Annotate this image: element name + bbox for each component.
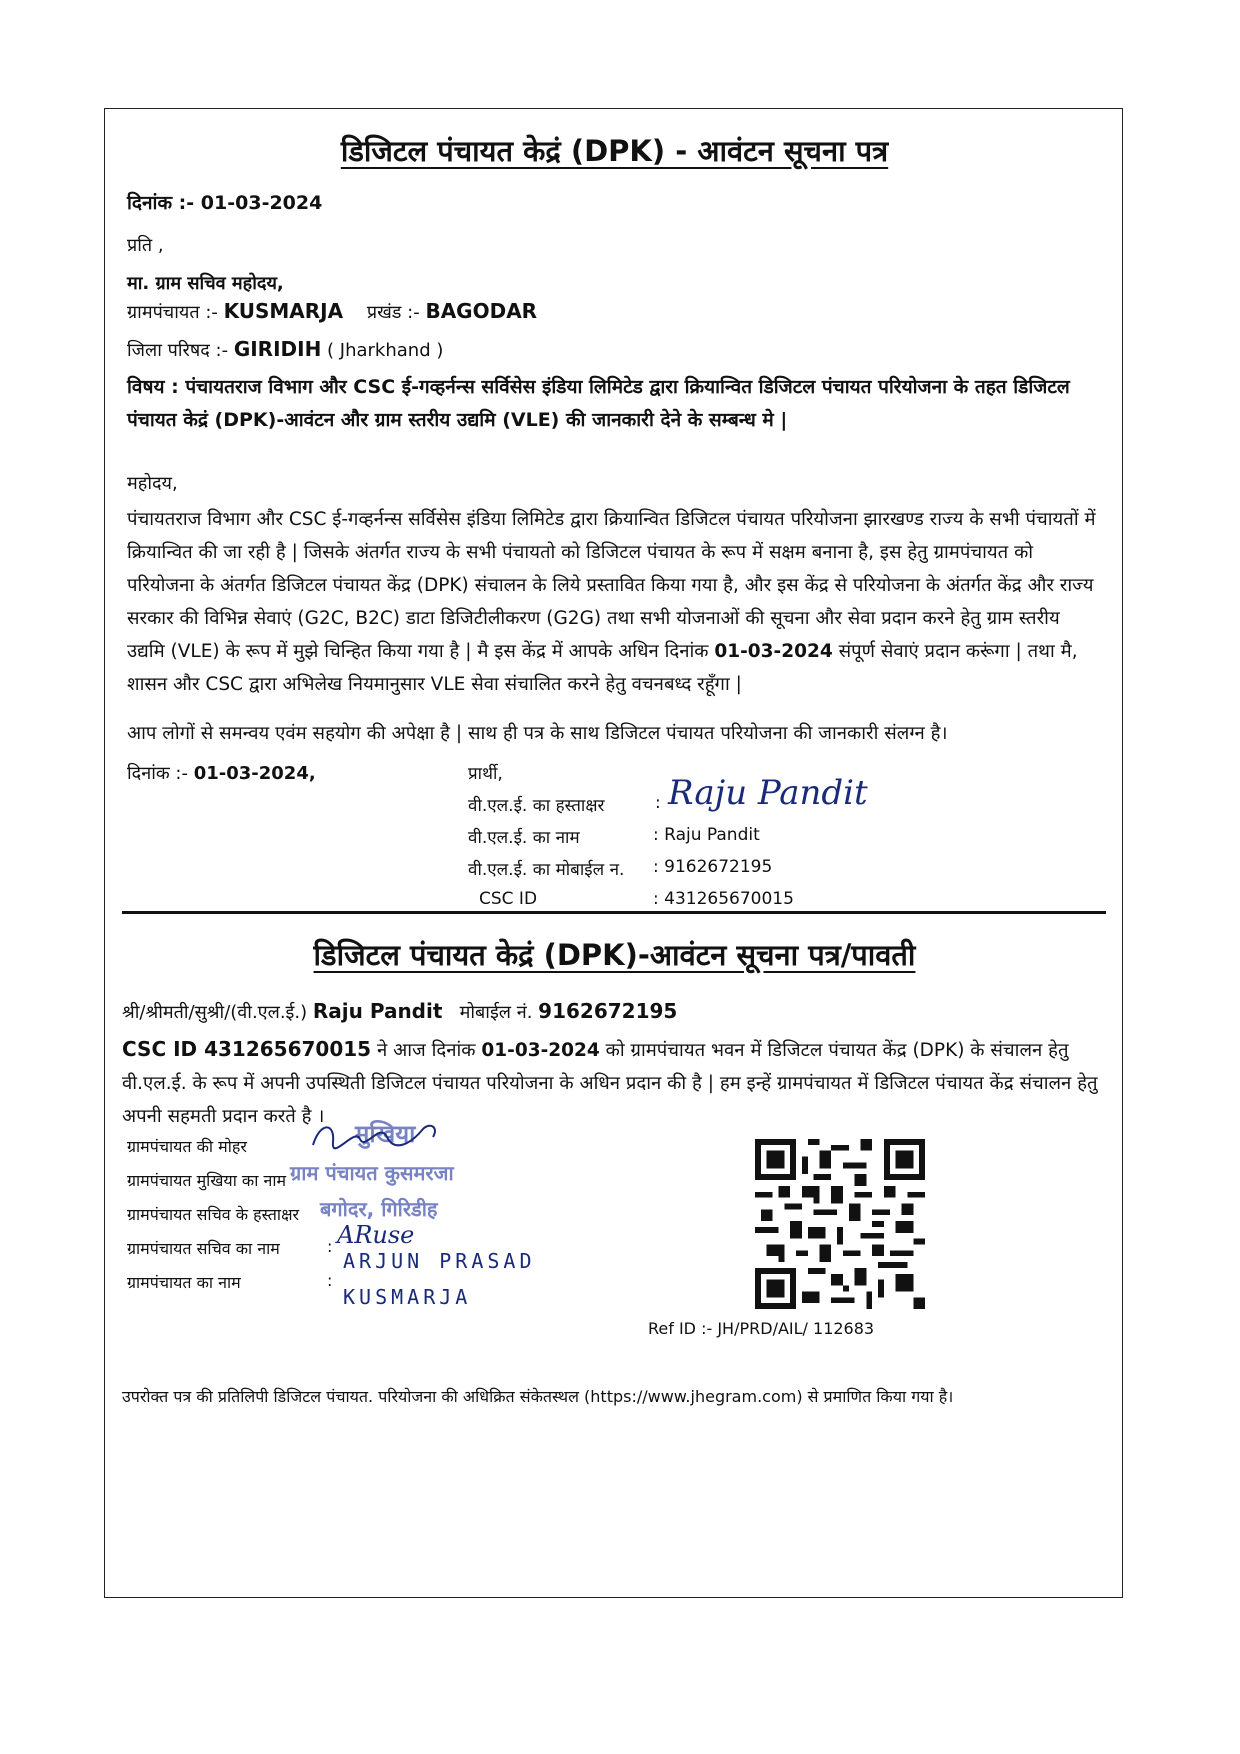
receipt-vle-line: श्री/श्रीमती/सुश्री/(वी.एल.ई.) Raju Pandit मोबाईल नं. 9162672195	[122, 999, 678, 1023]
stamp-line-panchayat: ग्राम पंचायत कुसमरजा	[290, 1161, 454, 1185]
stamp-line-location: बगोदर, गिरिडीह	[320, 1197, 438, 1221]
secretary-name-label: ग्रामपंचायत सचिव का नाम	[127, 1239, 280, 1258]
district-value: GIRIDIH	[233, 337, 322, 361]
vle-signature: Raju Pandit	[668, 773, 868, 813]
receipt-body: CSC ID 431265670015 ने आज दिनांक 01-03-2024 को ग्रामपंचायत भवन में डिजिटल पंचायत केंद्र (DPK) के संचालन हेतु वी.एल.ई. के रूप में अपनी उपस्थिती डिजिटल पंचायत परियोजना के अधिन प्रदान की है | हम इन्हें ग्रामपंचायत में डिजिटल पंचायत केंद्र संचालन हेतु अपनी सहमती प्रदान करते है ।	[122, 1037, 1098, 1127]
notice-title: डिजिटल पंचायत केद्रं (DPK) - आवंटन सूचना पत्र	[340, 134, 889, 168]
vle-signature-colon: :	[655, 793, 661, 813]
vle-mobile-label: वी.एल.ई. का मोबाईल न.	[468, 860, 625, 880]
verification-footer: उपरोक्त पत्र की प्रतिलिपी डिजिटल पंचायत. परियोजना की अधिक्रित संकेतस्थल (https://www.jhegram.com) से प्रमाणित किया गया है।	[122, 1387, 954, 1406]
secretary-name: ARJUN PRASAD	[343, 1249, 536, 1273]
body-date: 01-03-2024	[714, 641, 833, 662]
panchayat-name-label: ग्रामपंचायत का नाम	[127, 1273, 241, 1292]
panchayat-name-colon: :	[327, 1271, 333, 1290]
footer-date: दिनांक :- 01-03-2024,	[127, 763, 316, 784]
csc-id-label: CSC ID	[479, 889, 538, 909]
notice-body-closing: आप लोगों से समन्वय एवंम सहयोग की अपेक्षा है | साथ ही पत्र के साथ डिजिटल पंचायत परियोजना की जानकारी संलग्न है।	[127, 723, 948, 744]
head-name-label: ग्रामपंचायत मुखिया का नाम	[127, 1171, 287, 1190]
secretary-name-colon: :	[327, 1237, 333, 1256]
vle-name-value: : Raju Pandit	[653, 825, 760, 845]
panchayat-value: KUSMARJA	[223, 299, 344, 323]
block-value: BAGODAR	[425, 299, 538, 323]
vle-signature-label: वी.एल.ई. का हस्ताक्षर	[468, 796, 605, 816]
head-signature-scribble	[305, 1117, 445, 1157]
salutation: महोदय,	[127, 473, 178, 494]
secretary-signature: ARuse	[337, 1221, 415, 1249]
section-divider	[122, 911, 1106, 914]
applicant-label: प्रार्थी,	[468, 764, 503, 784]
district-line: जिला परिषद :- GIRIDIH ( Jharkhand )	[127, 337, 444, 361]
qr-code-icon	[755, 1139, 925, 1309]
panchayat-line: ग्रामपंचायत :- KUSMARJA प्रखंड :- BAGODAR	[127, 299, 538, 323]
notice-body: पंचायतराज विभाग और CSC ई-गव्हर्नन्स सर्विसेस इंडिया लिमिटेड द्वारा क्रियान्वित डिजिटल पंचायत परियोजना झारखण्ड राज्य के सभी पंचायतों में क्रियान्वित की जा रही है | जिसके अंतर्गत राज्य के सभी पंचायतो को डिजिटल पंचायत के रूप में सक्षम बनाना है, इस हेतु ग्रामपंचायत को परियोजना के अंतर्गत डिजिटल पंचायत केंद्र (DPK) संचालन के लिये प्रस्तावित किया गया है, और इस केंद्र से परियोजना के अंतर्गत केंद्र और राज्य सरकार की विभिन्न सेवाएं (G2C, B2C) डाटा डिजिटीलीकरण (G2G) तथा सभी योजनाओं की सूचना और सेवा प्रदान करने हेतु ग्राम स्तरीय उद्यमि (VLE) के रूप में मुझे चिन्हित किया गया है | मै इस केंद्र में आपके अधिन दिनांक 01-03-2024 संपूर्ण सेवाएं प्रदान करूंगा | तथा मै, शासन और CSC द्वारा अभिलेख नियमानुसार VLE सेवा संचालित करने हेतु वचनबध्द रहूँगा |	[127, 509, 1096, 695]
reference-id: Ref ID :- JH/PRD/AIL/ 112683	[648, 1319, 875, 1338]
stamp-line-head: मुखिया	[355, 1120, 416, 1148]
subject: विषय : पंचायतराज विभाग और CSC ई-गव्हर्नन्स सर्विसेस इंडिया लिमिटेड द्वारा क्रियान्वित डिजिटल पंचायत परियोजना के तहत डिजिटल पंचायत केद्रं (DPK)-आवंटन और ग्राम स्तरीय उद्यमि (VLE) की जानकारी देने के सम्बन्ध मे |	[127, 376, 1070, 431]
seal-label: ग्रामपंचायत की मोहर	[127, 1137, 247, 1156]
letter-frame	[104, 108, 1123, 1598]
notice-date: दिनांक :- 01-03-2024	[127, 192, 323, 214]
secretary-signature-label: ग्रामपंचायत सचिव के हस्ताक्षर	[127, 1205, 300, 1224]
notice-date-value: 01-03-2024	[200, 192, 323, 214]
csc-id-value: : 431265670015	[653, 889, 794, 909]
receipt-title: डिजिटल पंचायत केद्रं (DPK)-आवंटन सूचना पत्र/पावती	[313, 938, 916, 972]
panchayat-name: KUSMARJA	[343, 1285, 472, 1309]
receipt-mobile: 9162672195	[538, 999, 678, 1023]
to-line: प्रति ,	[127, 235, 164, 256]
receipt-vle-name: Raju Pandit	[312, 999, 443, 1023]
addressee: मा. ग्राम सचिव महोदय,	[127, 273, 284, 294]
vle-name-label: वी.एल.ई. का नाम	[468, 828, 580, 848]
vle-mobile-value: : 9162672195	[653, 857, 773, 877]
